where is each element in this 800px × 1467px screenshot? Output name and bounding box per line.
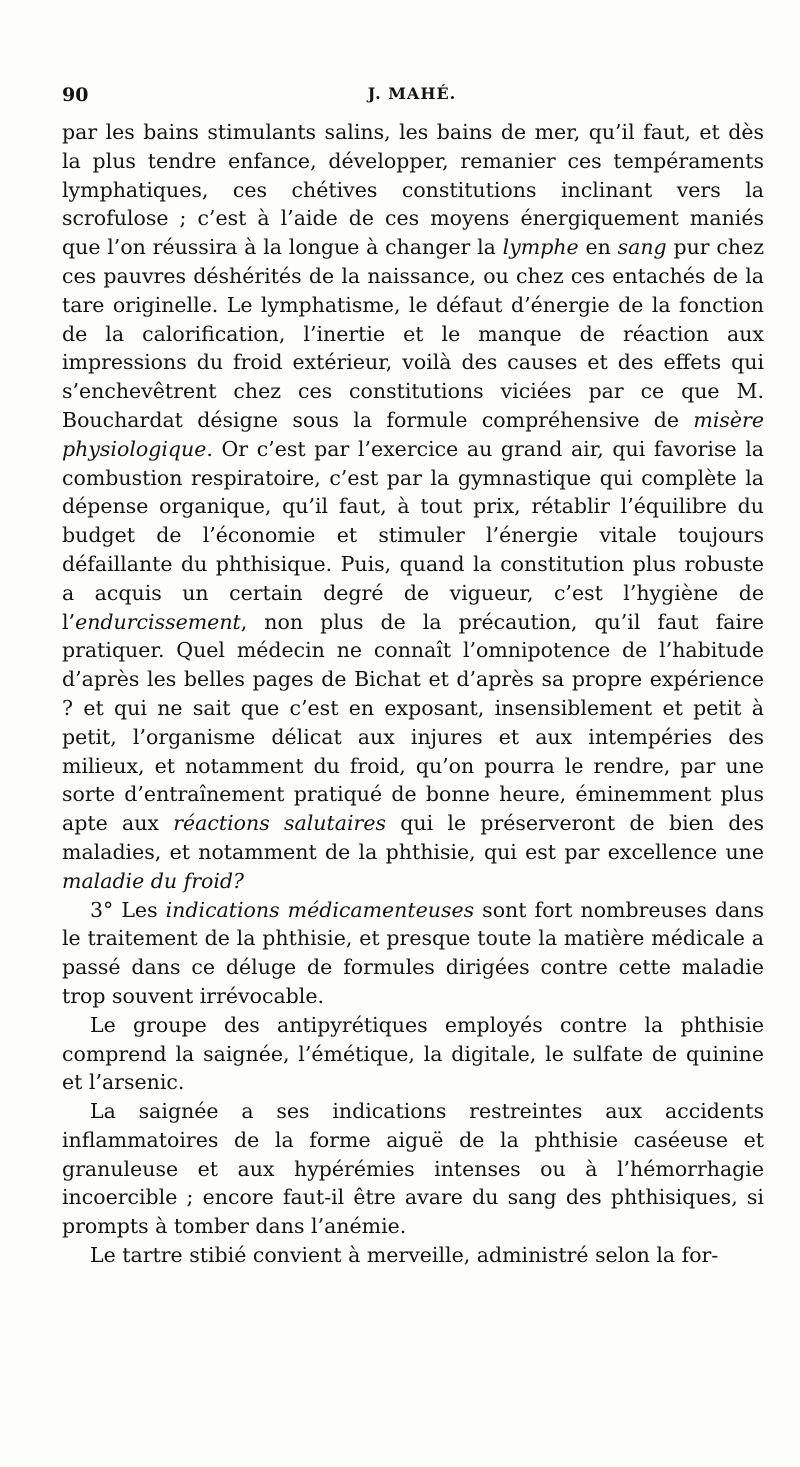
text-run: Le tartre stibié convient à merveille, administré selon la for-	[90, 1243, 719, 1268]
italic-run: maladie du froid?	[62, 868, 245, 893]
italic-run: misère physiologique	[62, 407, 764, 461]
text-run: 3° Les	[90, 897, 166, 922]
running-head: J. MAHÉ.	[367, 84, 457, 103]
text-run: pur chez ces pauvres déshérités de la naissance, ou chez ces entachés de la tare originelle. Le lymphatisme, le défaut d’énergie de la fonction de la calorification, l’inertie et le manque de réaction aux impressions du froid extérieur, voilà des causes et des effets qui s’enchevêtrent chez ces constitutions viciées par ce que M. Bouchardat désigne sous la formule compréhensive de	[62, 235, 765, 432]
text-run: Le groupe des antipyrétiques employés contre la phthisie comprend la saignée, l’émétique, la digitale, le sulfate de quinine et l’arsenic.	[62, 1012, 764, 1095]
paragraph	[62, 118, 764, 896]
text-run: par les bains stimulants salins, les bains de mer, qu’il faut, et dès la plus tendre enfance, développer, remanier ces tempéraments lymphatiques, ces chétives constitutions inclinant vers la scrofulose ; c’est à l’aide de ces moyens énergiquement maniés que l’on réussira à la longue à changer la	[62, 120, 764, 260]
page-header	[62, 80, 762, 114]
text-run: sont fort nombreuses dans le traitement de la phthisie, et presque toute la matière médicale a passé dans ce déluge de formules dirigées contre cette maladie trop souvent irrévocable.	[62, 897, 765, 1008]
paragraph	[62, 896, 764, 1011]
text-run: La saignée a ses indications restreintes aux accidents inflammatoires de la forme aiguë de la phthisie caséeuse et granuleuse et aux hypérémies intenses ou à l’hémorrhagie incoercible ; encore faut-il être avare du sang des phthisiques, si prompts à tomber dans l’anémie.	[62, 1099, 764, 1239]
paragraph	[62, 1241, 764, 1270]
text-run: qui le préserveront de bien des maladies, et notamment de la phthisie, qui est par excellence une	[62, 811, 765, 864]
italic-run: sang	[617, 235, 667, 260]
page-number: 90	[62, 84, 89, 106]
paragraph	[62, 1011, 764, 1097]
page-body	[62, 118, 764, 1270]
italic-run: lymphe	[502, 235, 579, 260]
italic-run: endurcissement	[75, 609, 241, 634]
italic-run: indications médicamenteuses	[165, 897, 475, 922]
italic-run: réactions salutaires	[173, 811, 386, 836]
text-run: . Or c’est par l’exercice au grand air, qui favorise la combustion respiratoire, c’est par la gymnastique qui complète la dépense organique, qu’il faut, à tout prix, rétablir l’équilibre du budget de l’économie et stimuler l’énergie vitale toujours défaillante du phthisique. Puis, quand la constitution plus robuste a acquis un certain degré de vigueur, c’est l’hygiène de l’	[62, 436, 764, 634]
text-run: , non plus de la précaution, qu’il faut faire pratiquer. Quel médecin ne connaît l’omnipotence de l’habitude d’après les belles pages de Bichat et d’après sa propre expérience ? et qui ne sait que c’est en exposant, insensiblement et petit à petit, l’organisme délicat aux injures et aux intempéries des milieux, et notamment du froid, qu’on pourra le rendre, par une sorte d’entraînement pratiqué de bonne heure, éminemment plus apte aux	[62, 609, 764, 836]
text-run: en	[578, 235, 618, 260]
paragraph	[62, 1097, 764, 1241]
